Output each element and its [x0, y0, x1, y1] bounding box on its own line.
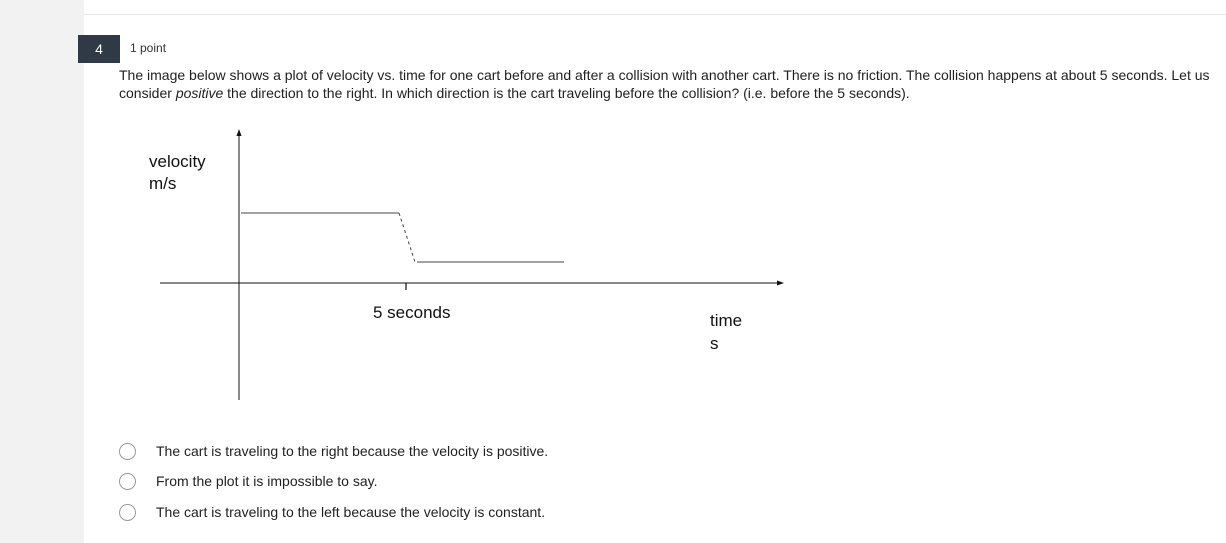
answer-option-2[interactable] — [119, 470, 719, 492]
radio-button[interactable] — [119, 473, 136, 490]
velocity-time-plot — [140, 124, 800, 414]
x-label-line1: time — [710, 311, 743, 330]
y-label-line1: velocity — [149, 152, 206, 171]
answer-option-1[interactable] — [119, 440, 719, 462]
x-tick-label: 5 seconds — [373, 303, 451, 322]
velocity-time-figure — [140, 124, 800, 414]
collision-transition-line — [399, 213, 415, 262]
answer-option-label: The cart is traveling to the right because the velocity is positive. — [156, 443, 549, 459]
question-points: 1 point — [130, 41, 167, 55]
answer-option-label: The cart is traveling to the left because the velocity is constant. — [156, 504, 546, 520]
answer-option-3[interactable] — [119, 501, 719, 523]
radio-button[interactable] — [119, 443, 136, 460]
y-label-line2: m/s — [149, 174, 177, 193]
prompt-emphasis: positive — [175, 85, 224, 101]
question-prompt — [119, 66, 1219, 102]
radio-button[interactable] — [119, 504, 136, 521]
question-number-badge: 4 — [78, 35, 120, 63]
answer-option-label: From the plot it is impossible to say. — [156, 473, 378, 489]
prompt-text-1: The image below shows a plot of velocity vs. time for one cart before and after a collision with another cart. There is no friction. The collision happens at about 5 seconds. Let us consider — [119, 67, 1210, 101]
x-axis-arrow — [777, 281, 784, 286]
prompt-text-2: the direction to the right. In which direction is the cart traveling before the collision? (i.e. before the 5 seconds). — [223, 85, 910, 101]
y-axis-arrow — [237, 129, 242, 136]
divider — [84, 14, 1226, 15]
x-label-line2: s — [710, 334, 719, 353]
